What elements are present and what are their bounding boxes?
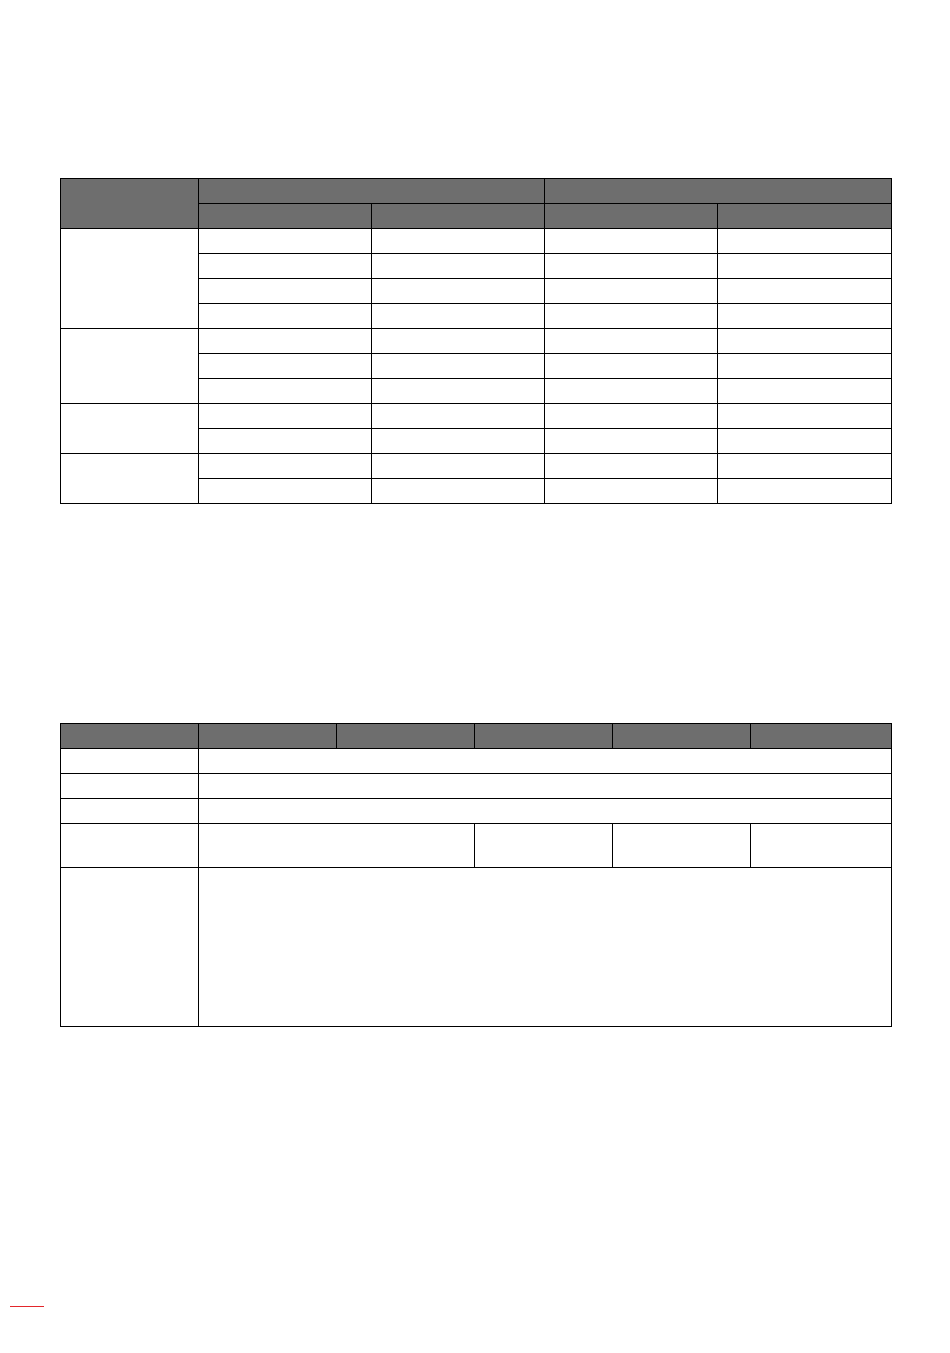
table-cell bbox=[372, 304, 545, 329]
table-cell bbox=[718, 329, 892, 354]
table-cell bbox=[199, 354, 372, 379]
table-cell bbox=[718, 479, 892, 504]
table-row bbox=[61, 454, 892, 479]
header-cell bbox=[199, 724, 337, 749]
table-cell bbox=[199, 774, 892, 799]
table-cell bbox=[372, 454, 545, 479]
table-cell bbox=[372, 404, 545, 429]
row-label-cell bbox=[61, 824, 199, 868]
table-cell bbox=[718, 229, 892, 254]
subheader-cell bbox=[545, 204, 718, 229]
row-label-cell bbox=[61, 868, 199, 1027]
table-cell bbox=[613, 824, 751, 868]
header-cell bbox=[199, 179, 545, 204]
table-row bbox=[61, 749, 892, 774]
subheader-cell bbox=[372, 204, 545, 229]
subheader-cell bbox=[718, 204, 892, 229]
table-cell bbox=[372, 254, 545, 279]
table-cell bbox=[545, 304, 718, 329]
table-cell bbox=[199, 404, 372, 429]
table-cell bbox=[199, 454, 372, 479]
table-cell bbox=[199, 799, 892, 824]
header-cell bbox=[751, 724, 892, 749]
table-cell bbox=[199, 379, 372, 404]
table-row bbox=[61, 868, 892, 1027]
header-cell bbox=[337, 724, 475, 749]
table-cell bbox=[751, 824, 892, 868]
table-cell bbox=[545, 404, 718, 429]
table-cell bbox=[372, 229, 545, 254]
header-cell bbox=[61, 724, 199, 749]
row-label-cell bbox=[61, 749, 199, 774]
table-cell bbox=[199, 254, 372, 279]
table-cell bbox=[199, 479, 372, 504]
table-cell bbox=[545, 379, 718, 404]
table-cell bbox=[718, 354, 892, 379]
table-cell bbox=[372, 479, 545, 504]
table-cell bbox=[372, 429, 545, 454]
table-cell bbox=[199, 229, 372, 254]
table-cell bbox=[199, 279, 372, 304]
table-row bbox=[61, 404, 892, 429]
table-cell bbox=[545, 279, 718, 304]
subheader-cell bbox=[199, 204, 372, 229]
table-cell bbox=[199, 329, 372, 354]
spec-table-1 bbox=[60, 178, 892, 504]
table-cell bbox=[718, 429, 892, 454]
header-cell bbox=[475, 724, 613, 749]
table-cell bbox=[372, 354, 545, 379]
group-label-cell bbox=[61, 454, 199, 504]
table-cell bbox=[545, 429, 718, 454]
header-cell bbox=[613, 724, 751, 749]
table-row bbox=[61, 799, 892, 824]
table-cell bbox=[199, 824, 475, 868]
group-label-cell bbox=[61, 329, 199, 404]
table-cell bbox=[545, 254, 718, 279]
table-cell bbox=[372, 279, 545, 304]
table-cell bbox=[718, 304, 892, 329]
table-cell bbox=[718, 454, 892, 479]
spec-table-2 bbox=[60, 723, 892, 1027]
header-cell bbox=[61, 179, 199, 229]
table-cell bbox=[199, 749, 892, 774]
row-label-cell bbox=[61, 799, 199, 824]
table-cell bbox=[199, 868, 892, 1027]
table-cell bbox=[545, 329, 718, 354]
table-cell bbox=[545, 354, 718, 379]
footer-accent-rule bbox=[10, 1306, 44, 1307]
table-cell bbox=[545, 479, 718, 504]
table-cell bbox=[475, 824, 613, 868]
row-label-cell bbox=[61, 774, 199, 799]
table-cell bbox=[372, 379, 545, 404]
table-cell bbox=[372, 329, 545, 354]
table-cell bbox=[199, 429, 372, 454]
table-cell bbox=[545, 454, 718, 479]
group-label-cell bbox=[61, 404, 199, 454]
table-cell bbox=[718, 279, 892, 304]
table-cell bbox=[545, 229, 718, 254]
table-row bbox=[61, 774, 892, 799]
group-label-cell bbox=[61, 229, 199, 329]
header-cell bbox=[545, 179, 892, 204]
table-cell bbox=[199, 304, 372, 329]
table-row bbox=[61, 824, 892, 868]
table-cell bbox=[718, 379, 892, 404]
table-cell bbox=[718, 404, 892, 429]
table-row bbox=[61, 229, 892, 254]
table-cell bbox=[718, 254, 892, 279]
table-row bbox=[61, 329, 892, 354]
